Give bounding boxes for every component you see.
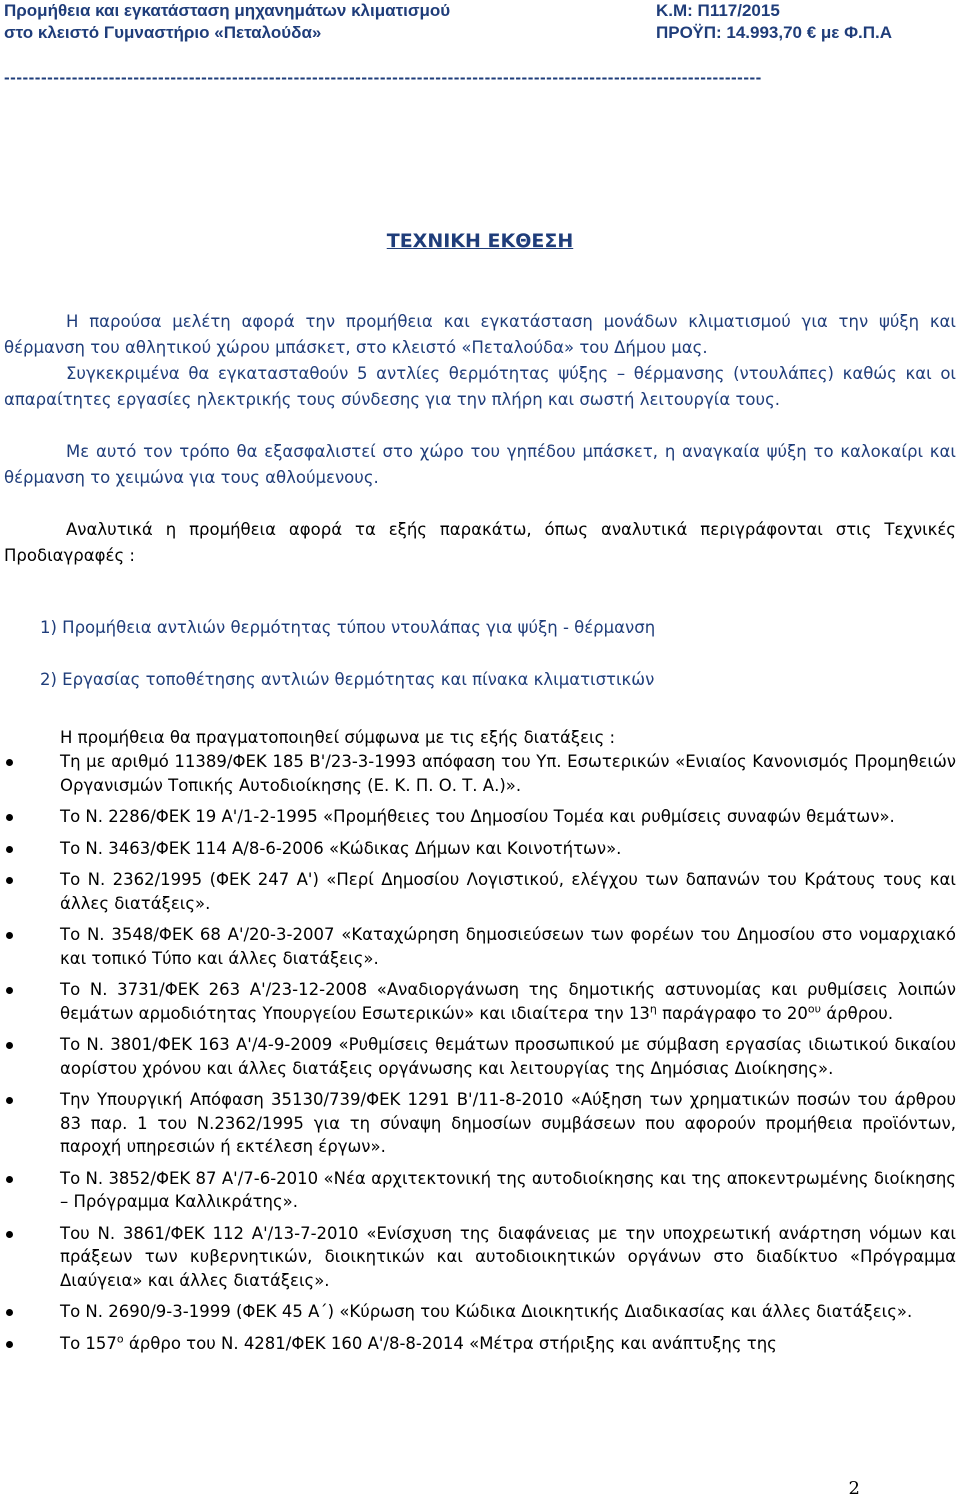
list-item: Το Ν. 3731/ΦΕΚ 263 Α'/23-12-2008 «Αναδιοργάνωση της δημοτικής αστυνομίας και ρυθμίσεις λοιπών θεμάτων αρμοδιότητας Υπουργείου Εσωτερικών» και ιδιαίτερα την $13^\eta$ παράγραφο το $20^{o\upsilon}$ άρθρου.: [0, 978, 956, 1025]
header-separator: ---------------------------------------------------------------------------------------------------------------------------: [4, 68, 762, 87]
header-project-code: Κ.Μ: Π117/2015: [656, 1, 780, 20]
paragraph-purpose: Με αυτό τον τρόπο θα εξασφαλιστεί στο χώρο του γηπέδου μπάσκετ, η αναγκαία ψύξη το καλοκαίρι και θέρμανση το χειμώνα για τους αθλούμενους.: [4, 442, 956, 487]
list-item: Το Ν. 2286/ΦΕΚ 19 Α'/1-2-1995 «Προμήθειες του Δημοσίου Τομέα και ρυθμίσεις συναφών θεμάτων».: [0, 805, 956, 829]
scope-item-supply: 1) Προμήθεια αντλιών θερμότητας τύπου ντουλάπας για ψύξη - θέρμανση: [40, 618, 656, 637]
list-item: Το Ν. 3852/ΦΕΚ 87 Α'/7-6-2010 «Νέα αρχιτεκτονική της αυτοδιοίκησης και της αποκεντρωμένης διοίκησης – Πρόγραμμα Καλλικράτης».: [0, 1167, 956, 1214]
header-budget: ΠΡΟΫΠ: 14.993,70 € με Φ.Π.Α: [656, 23, 893, 42]
list-item: Την Υπουργική Απόφαση 35130/739/ΦΕΚ 1291 Β'/11-8-2010 «Αύξηση των χρηματικών ποσών του άρθρου 83 παρ. 1 του Ν.2362/1995 για τη σύναψη δημοσίων συμβάσεων που αφορούν προμήθεια προϊόντων, παροχή υπηρεσιών ή εκτέλεση έργων».: [0, 1088, 956, 1159]
list-item: Του Ν. 3861/ΦΕΚ 112 Α'/13-7-2010 «Ενίσχυση της διαφάνειας με την υποχρεωτική ανάρτηση νόμων και πράξεων των κυβερνητικών, διοικητικών και αυτοδιοικητικών οργάνων στο διαδίκτυο «Πρόγραμμα Διαύγεια» και άλλες διατάξεις».: [0, 1222, 956, 1293]
paragraph-installation: Συγκεκριμένα θα εγκατασταθούν 5 αντλίες θερμότητας ψύξης – θέρμανσης (ντουλάπες) καθώς και οι απαραίτητες εργασίες ηλεκτρικής τους σύνδεσης για την πλήρη και σωστή λειτουργία τους.: [4, 364, 956, 409]
list-item: Τη με αριθμό 11389/ΦΕΚ 185 Β'/23-3-1993 απόφαση του Υπ. Εσωτερικών «Ενιαίος Κανονισμός Προμηθειών Οργανισμών Τοπικής Αυτοδιοίκησης (Ε. Κ. Π. Ο. Τ. Α.)».: [0, 750, 956, 797]
list-item: Το $157^o$ άρθρο του Ν. 4281/ΦΕΚ 160 Α'/8-8-2014 «Μέτρα στήριξης και ανάπτυξης της: [0, 1332, 956, 1356]
document-header: [4, 0, 956, 44]
paragraph-intro: Η παρούσα μελέτη αφορά την προμήθεια και εγκατάσταση μονάδων κλιματισμού για την ψύξη και θέρμανση του αθλητικού χώρου μπάσκετ, στο κλειστό «Πεταλούδα» του Δήμου μας.: [4, 312, 956, 357]
page-number: 2: [848, 1478, 860, 1499]
list-item: Το Ν. 3801/ΦΕΚ 163 Α'/4-9-2009 «Ρυθμίσεις θεμάτων προσωπικού με σύμβαση εργασίας ιδιωτικού δικαίου αορίστου χρόνου και άλλες διατάξεις οργάνωσης και λειτουργίας της Δημόσιας Διοίκησης».: [0, 1033, 956, 1080]
header-project-title: Προμήθεια και εγκατάσταση μηχανημάτων κλιματισμού: [4, 1, 451, 20]
list-item: Το Ν. 3463/ΦΕΚ 114 Α/8-6-2006 «Κώδικας Δήμων και Κοινοτήτων».: [0, 837, 956, 861]
provisions-intro: Η προμήθεια θα πραγματοποιηθεί σύμφωνα με τις εξής διατάξεις :: [60, 728, 616, 747]
list-item: Το Ν. 2690/9-3-1999 (ΦΕΚ 45 Α΄) «Κύρωση του Κώδικα Διοικητικής Διαδικασίας και άλλες διατάξεις».: [0, 1300, 956, 1324]
list-item: Το Ν. 2362/1995 (ΦΕΚ 247 Α') «Περί Δημοσίου Λογιστικού, ελέγχου των δαπανών του Κράτους τους και άλλες διατάξεις».: [0, 868, 956, 915]
header-location: στο κλειστό Γυμναστήριο «Πεταλούδα»: [4, 23, 322, 42]
list-item: Το Ν. 3548/ΦΕΚ 68 Α'/20-3-2007 «Καταχώρηση δημοσιεύσεων των φορέων του Δημοσίου στο νομαρχιακό και τοπικό Τύπο και άλλες διατάξεις».: [0, 923, 956, 970]
provisions-list: [0, 750, 956, 1363]
page-title: ΤΕΧΝΙΚΗ ΕΚΘΕΣΗ: [386, 230, 574, 252]
paragraph-scope: Αναλυτικά η προμήθεια αφορά τα εξής παρακάτω, όπως αναλυτικά περιγράφονται στις Τεχνικές Προδιαγραφές :: [4, 520, 956, 565]
scope-item-installation: 2) Εργασίας τοποθέτησης αντλιών θερμότητας και πίνακα κλιματιστικών: [40, 670, 655, 689]
